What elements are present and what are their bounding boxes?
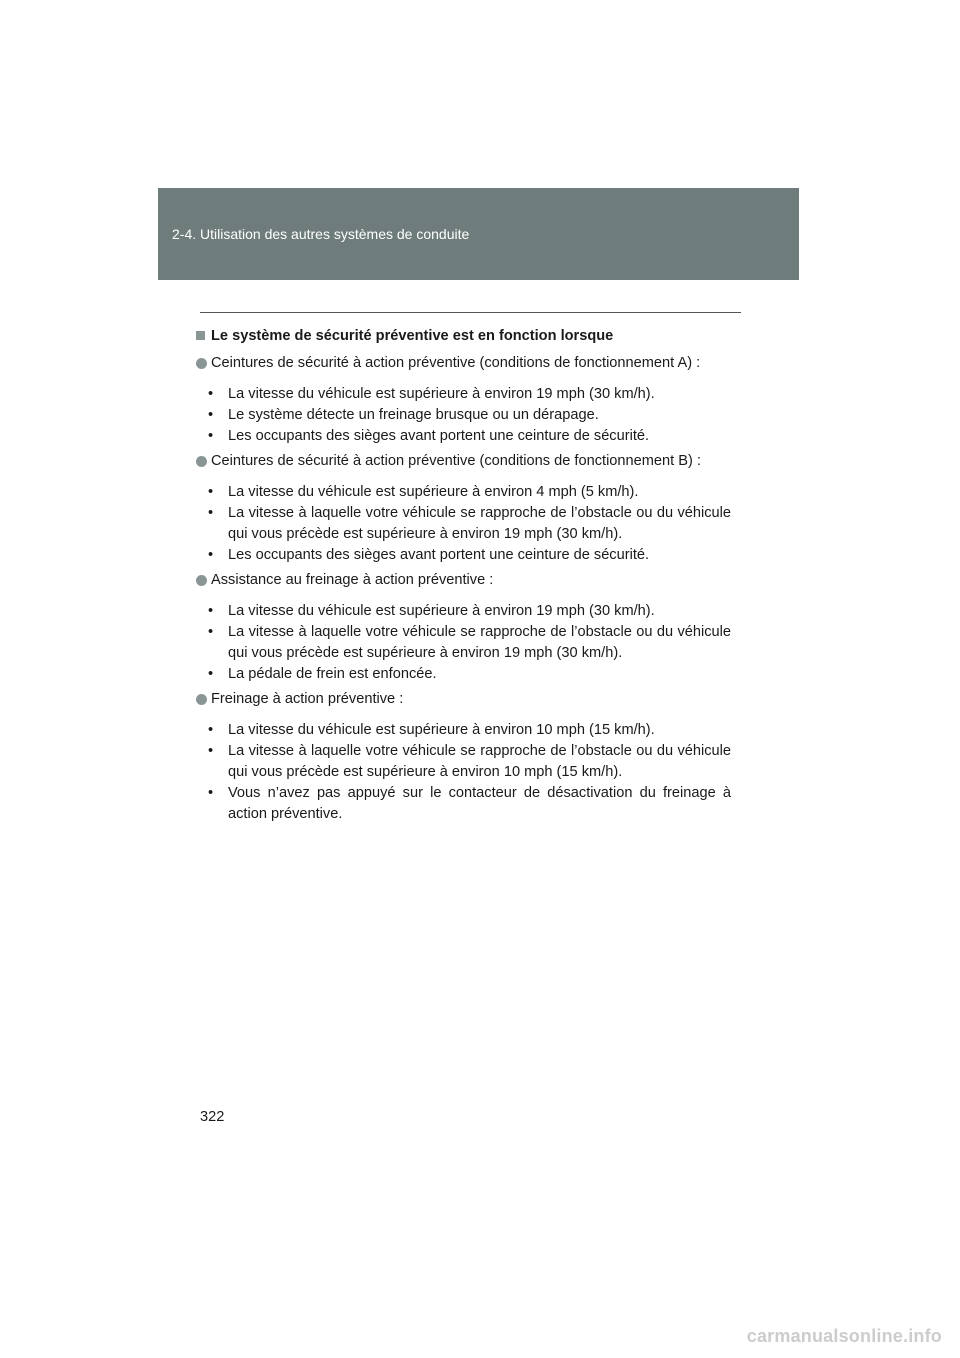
- condition-item-text: Freinage à action préventive :: [211, 691, 404, 707]
- bullet-dot-icon: •: [208, 603, 214, 619]
- circle-bullet-icon: [196, 358, 207, 369]
- bullet-dot-icon: •: [208, 547, 214, 563]
- criteria-list: [196, 601, 731, 685]
- condition-item: [196, 570, 731, 591]
- page-number: 322: [200, 1109, 225, 1125]
- watermark: carmanualsonline.info: [746, 1326, 942, 1346]
- condition-item-text: Ceintures de sécurité à action préventive (conditions de fonctionnement B) :: [211, 453, 701, 469]
- condition-item-text: Ceintures de sécurité à action préventive (conditions de fonctionnement A) :: [211, 355, 701, 371]
- circle-bullet-icon: [196, 456, 207, 467]
- criteria-list: [196, 720, 731, 825]
- criteria-item: [208, 664, 731, 685]
- criteria-text: La vitesse à laquelle votre véhicule se rapproche de l’obstacle ou du véhicule qui vous précède est supérieure à environ 19 mph (30 km/h).: [228, 505, 731, 542]
- bullet-dot-icon: •: [208, 484, 214, 500]
- bullet-dot-icon: •: [208, 624, 214, 640]
- chapter-title: 2-4. Utilisation des autres systèmes de conduite: [172, 226, 470, 242]
- circle-bullet-icon: [196, 694, 207, 705]
- criteria-item: [208, 405, 731, 426]
- criteria-item: [208, 503, 731, 545]
- condition-group: [196, 689, 731, 825]
- bullet-dot-icon: •: [208, 428, 214, 444]
- section-heading-text: Le système de sécurité préventive est en fonction lorsque: [211, 328, 614, 344]
- condition-group: [196, 570, 731, 685]
- criteria-item: [208, 426, 731, 447]
- criteria-item: [208, 384, 731, 405]
- bullet-dot-icon: •: [208, 666, 214, 682]
- criteria-item: [208, 741, 731, 783]
- condition-group: [196, 451, 731, 566]
- section-heading: [196, 326, 731, 347]
- condition-item: [196, 451, 731, 472]
- bullet-dot-icon: •: [208, 386, 214, 402]
- condition-item: [196, 353, 731, 374]
- criteria-item: [208, 622, 731, 664]
- criteria-item: [208, 482, 731, 503]
- bullet-dot-icon: •: [208, 743, 214, 759]
- bullet-dot-icon: •: [208, 722, 214, 738]
- criteria-text: La vitesse du véhicule est supérieure à environ 4 mph (5 km/h).: [228, 484, 639, 500]
- condition-item-text: Assistance au freinage à action préventive :: [211, 572, 494, 588]
- chapter-header-band: [158, 188, 799, 280]
- criteria-text: Vous n’avez pas appuyé sur le contacteur de désactivation du freinage à action préventive.: [228, 785, 731, 822]
- criteria-item: [208, 720, 731, 741]
- criteria-list: [196, 482, 731, 566]
- circle-bullet-icon: [196, 575, 207, 586]
- criteria-item: [208, 783, 731, 825]
- criteria-list: [196, 384, 731, 447]
- criteria-text: La vitesse du véhicule est supérieure à environ 19 mph (30 km/h).: [228, 386, 655, 402]
- criteria-text: Les occupants des sièges avant portent une ceinture de sécurité.: [228, 428, 650, 444]
- criteria-text: La vitesse à laquelle votre véhicule se rapproche de l’obstacle ou du véhicule qui vous précède est supérieure à environ 10 mph (15 km/h).: [228, 743, 731, 780]
- criteria-text: La vitesse du véhicule est supérieure à environ 10 mph (15 km/h).: [228, 722, 655, 738]
- condition-group: [196, 353, 731, 447]
- main-content: [196, 326, 731, 829]
- bullet-dot-icon: •: [208, 505, 214, 521]
- criteria-item: [208, 545, 731, 566]
- bullet-dot-icon: •: [208, 407, 214, 423]
- criteria-item: [208, 601, 731, 622]
- criteria-text: Le système détecte un freinage brusque ou un dérapage.: [228, 407, 599, 423]
- criteria-text: La vitesse à laquelle votre véhicule se rapproche de l’obstacle ou du véhicule qui vous précède est supérieure à environ 19 mph (30 km/h).: [228, 624, 731, 661]
- condition-list: [196, 353, 731, 825]
- criteria-text: Les occupants des sièges avant portent une ceinture de sécurité.: [228, 547, 650, 563]
- square-bullet-icon: [196, 331, 205, 340]
- criteria-text: La pédale de frein est enfoncée.: [228, 666, 437, 682]
- condition-item: [196, 689, 731, 710]
- section-divider: [200, 312, 741, 313]
- bullet-dot-icon: •: [208, 785, 214, 801]
- criteria-text: La vitesse du véhicule est supérieure à environ 19 mph (30 km/h).: [228, 603, 655, 619]
